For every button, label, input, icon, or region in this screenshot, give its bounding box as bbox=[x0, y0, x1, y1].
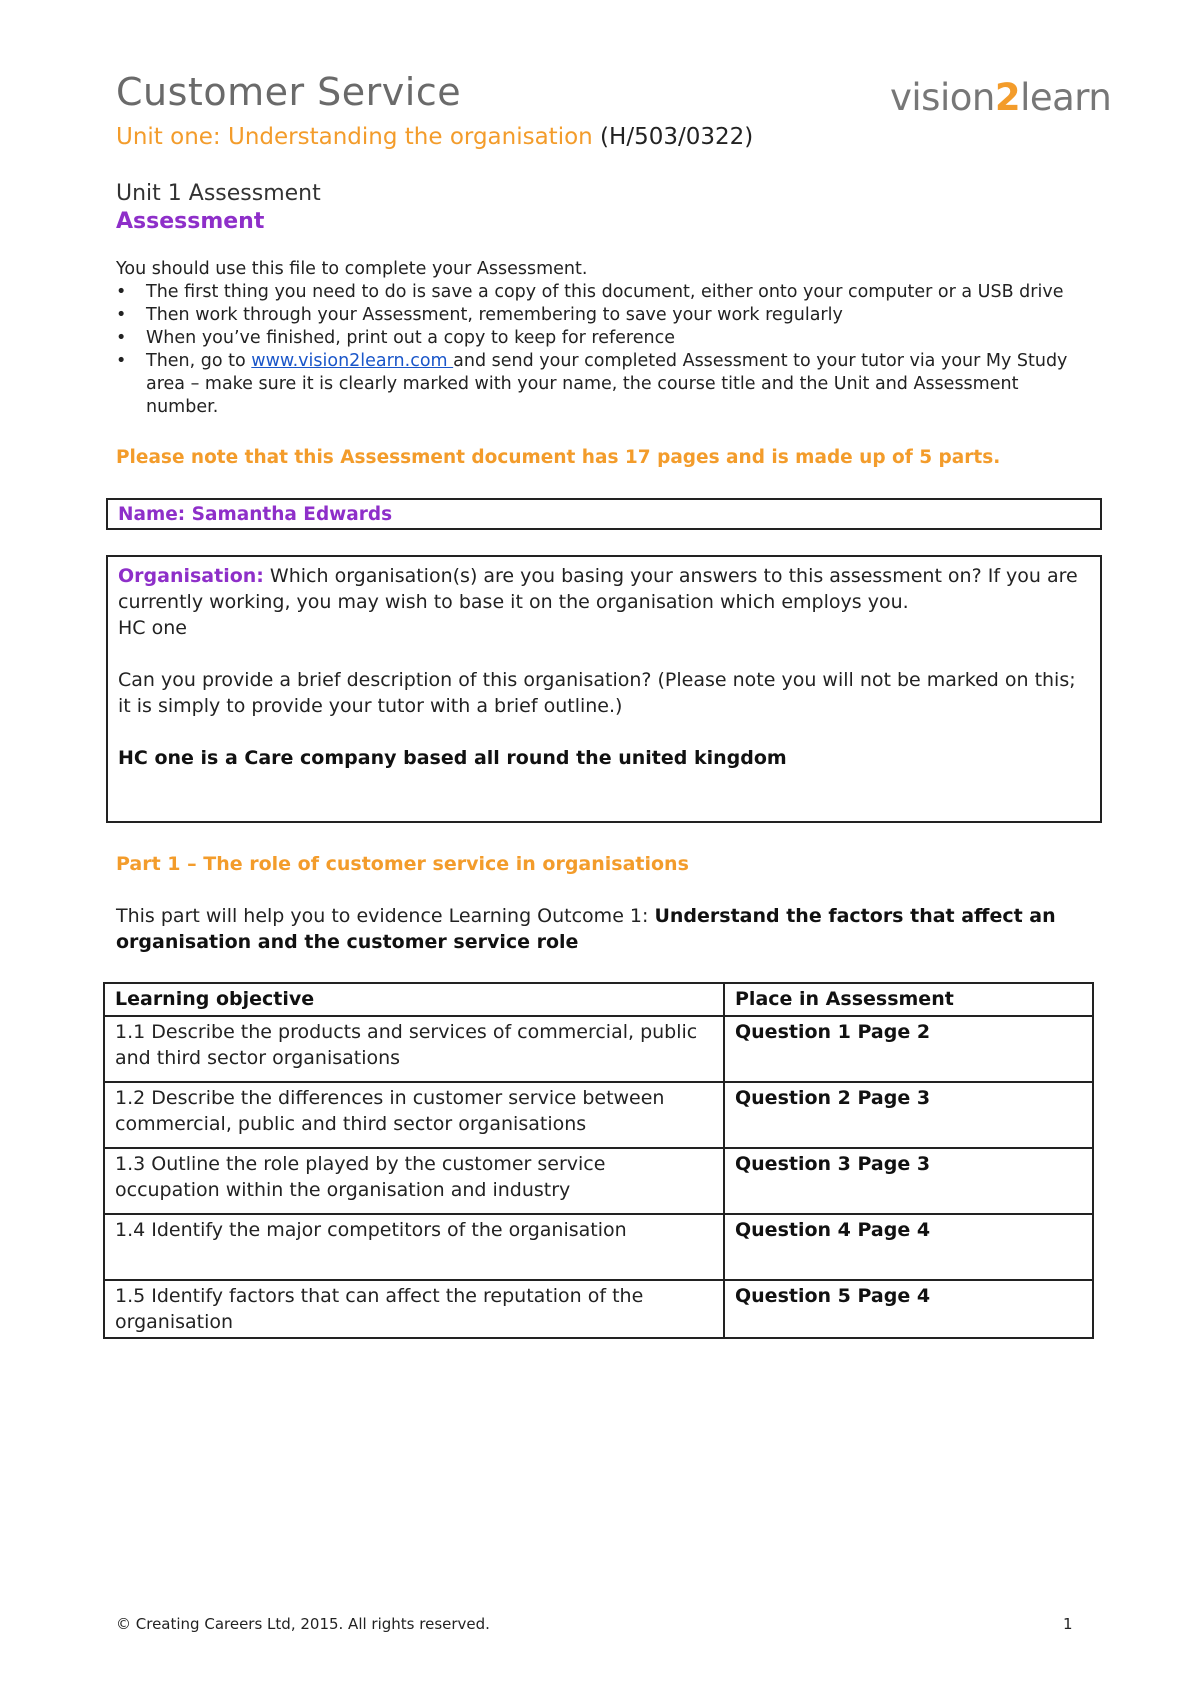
vision2learn-link[interactable]: www.vision2learn.com bbox=[251, 351, 454, 371]
course-title: Customer Service bbox=[116, 70, 462, 114]
name-box bbox=[106, 498, 1102, 530]
table-row bbox=[104, 1082, 1093, 1148]
objective-text: Identify factors that can affect the reputation of the organisation bbox=[115, 1285, 644, 1333]
organisation-question-text: Which organisation(s) are you basing your answers to this assessment on? If you are currently working, you may wish to base it on the organisation which employs you. bbox=[118, 565, 1078, 613]
unit-code: (H/503/0322) bbox=[600, 124, 754, 150]
logo-text-vision: vision bbox=[890, 76, 995, 119]
description-question: Can you provide a brief description of this organisation? (Please note you will not be marked on this; it is simply to provide your tutor with a brief outline.) bbox=[118, 669, 1076, 717]
bullet-icon: • bbox=[116, 305, 127, 325]
table-header-row bbox=[104, 983, 1093, 1016]
description-answer: HC one is a Care company based all round the united kingdom bbox=[118, 747, 787, 769]
objective-text: Describe the products and services of commercial, public and third sector organisations bbox=[115, 1021, 698, 1069]
organisation-box bbox=[106, 555, 1102, 823]
objective-cell bbox=[104, 1016, 724, 1082]
table-row bbox=[104, 1280, 1093, 1338]
instruction-item bbox=[116, 327, 1096, 350]
objective-number: 1.1 bbox=[115, 1021, 152, 1043]
table-row bbox=[104, 1016, 1093, 1082]
objective-cell bbox=[104, 1082, 724, 1148]
objective-cell bbox=[104, 1148, 724, 1214]
place-cell: Question 2 Page 3 bbox=[724, 1082, 1093, 1148]
place-cell: Question 5 Page 4 bbox=[724, 1280, 1093, 1338]
instruction-text: Then work through your Assessment, remembering to save your work regularly bbox=[146, 305, 843, 325]
objective-number: 1.3 bbox=[115, 1153, 152, 1175]
instruction-text-prefix: Then, go to bbox=[146, 351, 252, 371]
unit-title: Unit one: Understanding the organisation bbox=[116, 124, 593, 150]
bullet-icon: • bbox=[116, 351, 127, 371]
organisation-answer: HC one bbox=[118, 617, 187, 639]
instructions-intro: You should use this file to complete your Assessment. bbox=[116, 259, 588, 279]
objective-number: 1.2 bbox=[115, 1087, 152, 1109]
objective-number: 1.4 bbox=[115, 1219, 152, 1241]
part1-heading: Part 1 – The role of customer service in organisations bbox=[116, 853, 689, 875]
organisation-label: Organisation: bbox=[118, 565, 264, 587]
instruction-text: When you’ve finished, print out a copy to keep for reference bbox=[146, 328, 675, 348]
objective-text: Identify the major competitors of the organisation bbox=[151, 1219, 627, 1241]
copyright-footer: © Creating Careers Ltd, 2015. All rights reserved. bbox=[116, 1615, 490, 1633]
instruction-item bbox=[116, 281, 1096, 304]
place-cell: Question 3 Page 3 bbox=[724, 1148, 1093, 1214]
organisation-question bbox=[118, 563, 1090, 615]
learning-objectives-table bbox=[103, 982, 1094, 1339]
bullet-icon: • bbox=[116, 282, 127, 302]
learning-outcome: Understand the factors that affect an organisation and the customer service role bbox=[116, 905, 1056, 953]
spacer bbox=[118, 641, 1090, 667]
instruction-item bbox=[116, 350, 1096, 419]
objective-text: Describe the differences in customer service between commercial, public and third sector organisations bbox=[115, 1087, 665, 1135]
instruction-text-suffix: and send your completed Assessment to your tutor via your My Study area – make sure it is clearly marked with your name, the course title and the Unit and Assessment number. bbox=[146, 351, 1068, 417]
instruction-item bbox=[116, 304, 1096, 327]
header-learning-objective: Learning objective bbox=[104, 983, 724, 1016]
page-number: 1 bbox=[1063, 1615, 1073, 1633]
part1-intro bbox=[116, 903, 1096, 955]
unit-assessment-heading: Unit 1 Assessment bbox=[116, 181, 321, 206]
logo-text-learn: learn bbox=[1020, 76, 1112, 119]
objective-number: 1.5 bbox=[115, 1285, 152, 1307]
student-name: Name: Samantha Edwards bbox=[118, 504, 393, 525]
header-place-in-assessment: Place in Assessment bbox=[724, 983, 1093, 1016]
logo-text-2: 2 bbox=[994, 76, 1021, 119]
table-row bbox=[104, 1148, 1093, 1214]
objective-cell bbox=[104, 1214, 724, 1280]
instruction-text: The first thing you need to do is save a copy of this document, either onto your computer or a USB drive bbox=[146, 282, 1064, 302]
unit-title-line bbox=[116, 124, 753, 150]
objective-cell bbox=[104, 1280, 724, 1338]
objective-text: Outline the role played by the customer service occupation within the organisation and industry bbox=[115, 1153, 606, 1201]
table-row bbox=[104, 1214, 1093, 1280]
vision2learn-logo bbox=[890, 76, 1111, 119]
spacer bbox=[118, 719, 1090, 745]
place-cell: Question 1 Page 2 bbox=[724, 1016, 1093, 1082]
assessment-heading: Assessment bbox=[116, 209, 265, 234]
page-count-note: Please note that this Assessment document has 17 pages and is made up of 5 parts. bbox=[116, 447, 1001, 468]
instructions-list bbox=[116, 281, 1096, 419]
place-cell: Question 4 Page 4 bbox=[724, 1214, 1093, 1280]
part1-intro-text: This part will help you to evidence Learning Outcome 1: bbox=[116, 905, 655, 927]
bullet-icon: • bbox=[116, 328, 127, 348]
